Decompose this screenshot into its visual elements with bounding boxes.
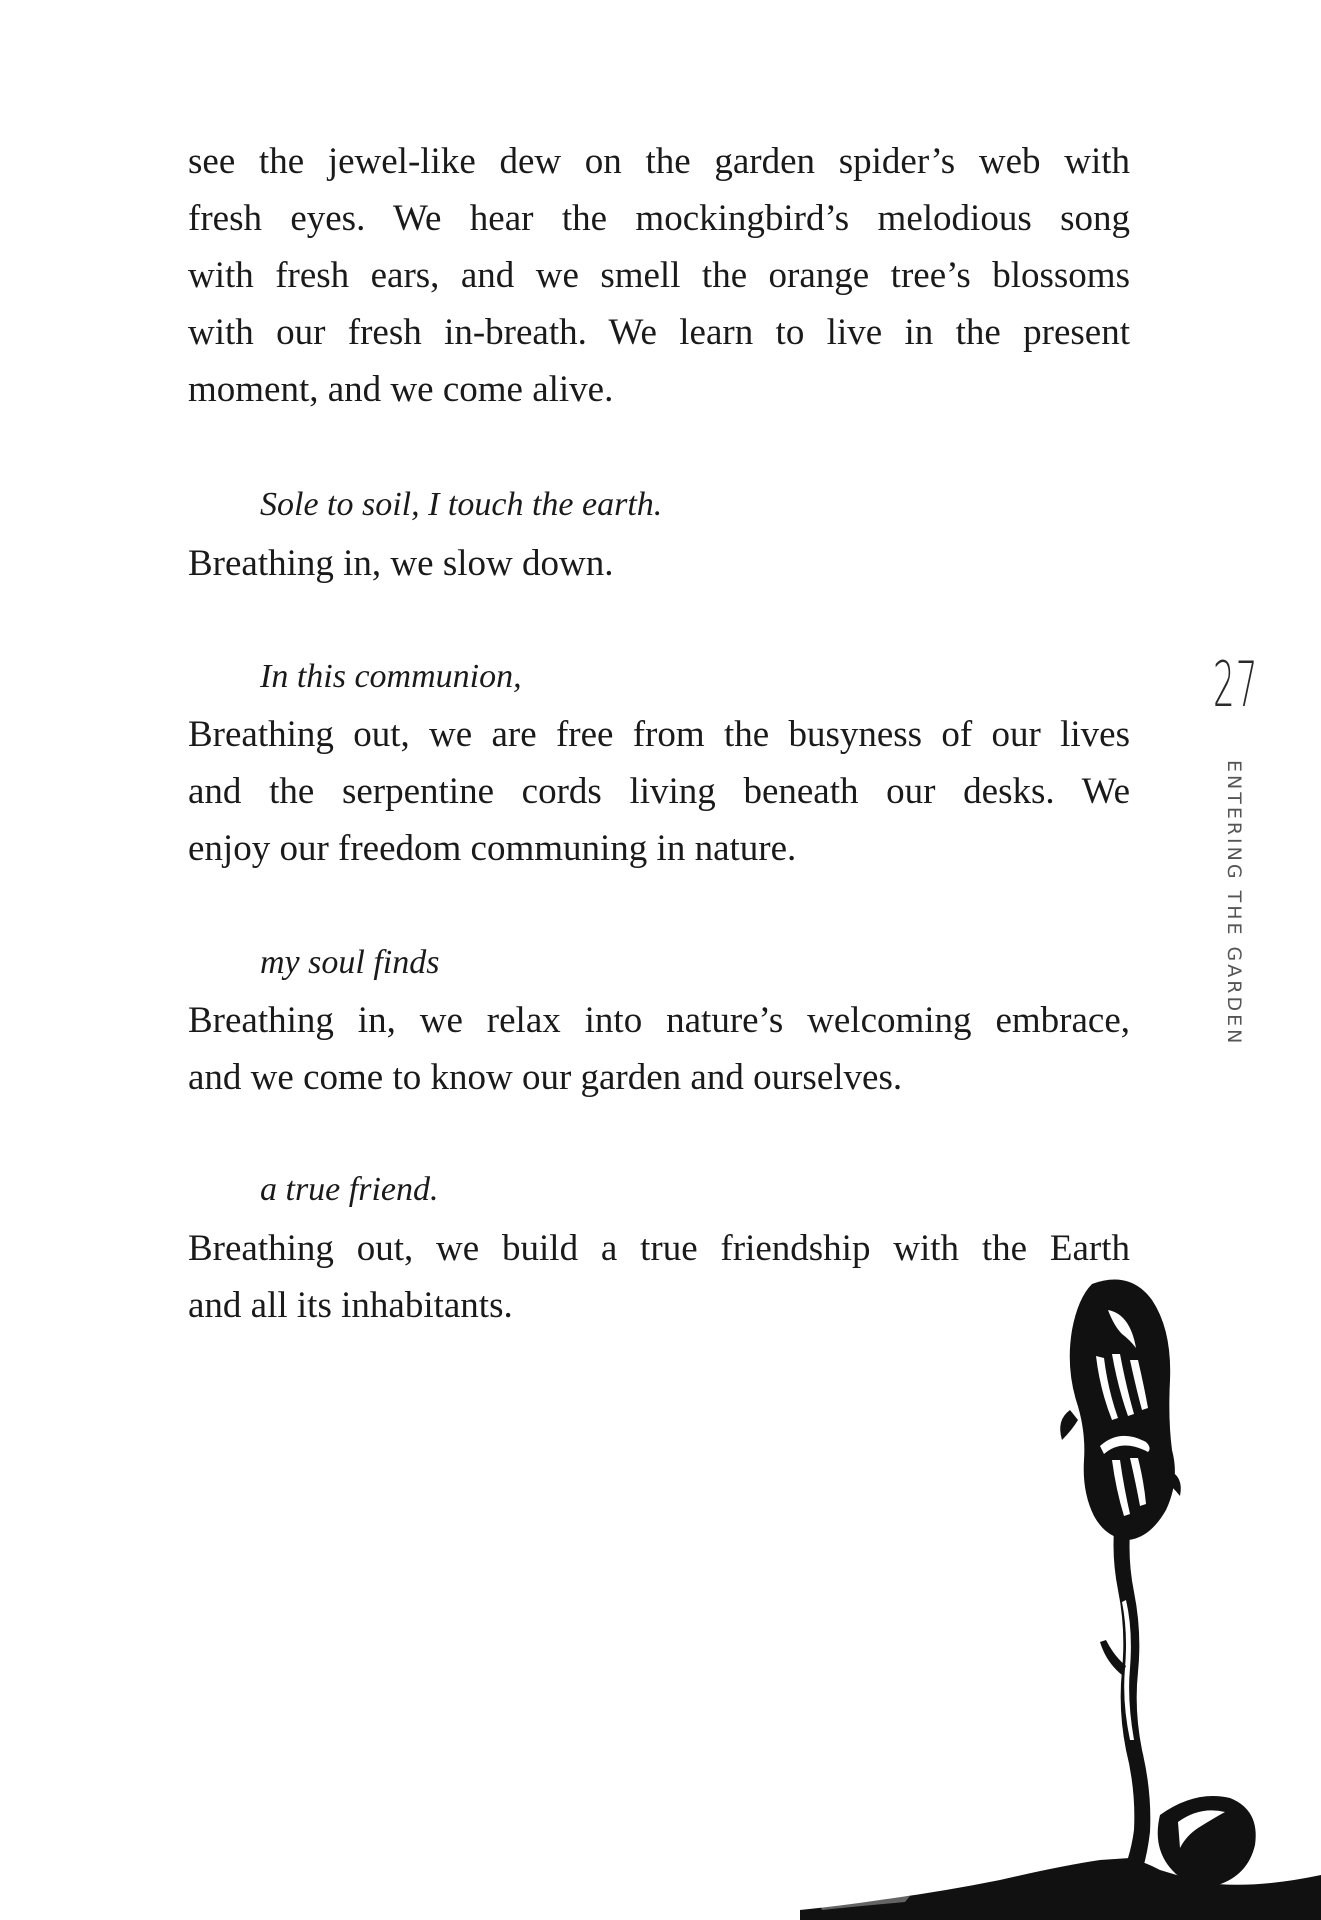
paragraph-line: Breathing in, we relax into nature’s welcoming embrace, [188, 1000, 1130, 1041]
paragraph-line: fresh eyes. We hear the mockingbird’s melodious song [188, 198, 1130, 239]
paragraph-line: enjoy our freedom communing in nature. [188, 828, 797, 869]
verse-line-2: In this communion, [260, 658, 522, 695]
paragraph-line: and we come to know our garden and ourselves. [188, 1057, 903, 1098]
bud-leaf-tip [1060, 1410, 1078, 1440]
paragraph-line: and the serpentine cords living beneath our desks. We [188, 771, 1130, 812]
page-number: 27 [1213, 648, 1259, 721]
paragraph-line: Breathing out, we build a true friendship with the Earth [188, 1228, 1130, 1269]
running-head: ENTERING THE GARDEN [1223, 760, 1245, 1047]
root-bulb-shape [1158, 1796, 1256, 1886]
sprout-woodcut-icon [800, 1270, 1321, 1920]
paragraph-4 [188, 992, 1130, 1106]
paragraph-line: with our fresh in-breath. We learn to live in the present [188, 312, 1130, 353]
paragraph-line: Breathing in, we slow down. [188, 543, 614, 584]
paragraph-line: see the jewel-like dew on the garden spider’s web with [188, 141, 1130, 182]
paragraph-line: moment, and we come alive. [188, 369, 614, 410]
verse-line-4: a true friend. [260, 1171, 439, 1208]
paragraph-line: and all its inhabitants. [188, 1285, 513, 1326]
paragraph-line: with fresh ears, and we smell the orange tree’s blossoms [188, 255, 1130, 296]
paragraph-1 [188, 133, 1130, 418]
paragraph-2 [188, 535, 1130, 592]
verse-line-3: my soul finds [260, 944, 440, 981]
paragraph-3 [188, 706, 1130, 877]
stem-spur-shape [1100, 1640, 1126, 1675]
stem-shape [1114, 1530, 1151, 1886]
verse-line-1: Sole to soil, I touch the earth. [260, 486, 663, 523]
paragraph-line: Breathing out, we are free from the busyness of our lives [188, 714, 1130, 755]
